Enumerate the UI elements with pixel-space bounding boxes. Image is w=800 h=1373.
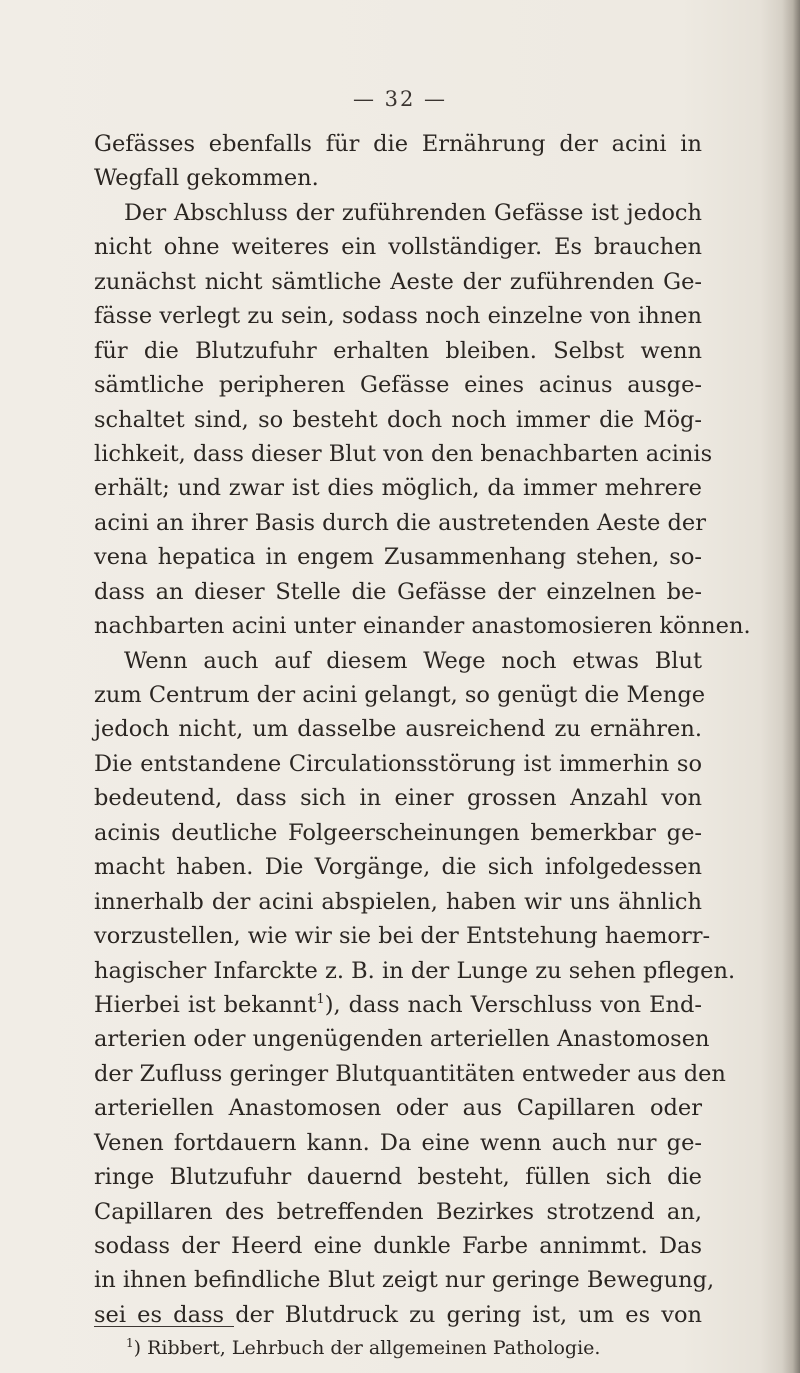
text-line — [94, 196, 702, 230]
text-line-content: zum Centrum der acini gelangt, so genügt die Menge — [94, 682, 706, 708]
text-line-content: sodass der Heerd eine dunkle Farbe annimmt. Das — [94, 1233, 702, 1259]
footnote-text: ) Ribbert, Lehrbuch der allgemeinen Pathologie. — [133, 1337, 601, 1359]
text-line — [94, 334, 702, 368]
text-line-content: lichkeit, dass dieser Blut von den benachbarten acinis — [94, 440, 713, 467]
text-line-content: acinis deutliche Folgeerscheinungen bemerkbar ge- — [94, 819, 702, 846]
text-line-content: Der Abschluss der zuführenden Gefässe ist jedoch — [124, 199, 702, 226]
footnote-mark: 1 — [126, 1336, 134, 1350]
text-line — [94, 1263, 715, 1297]
text-line — [94, 1298, 702, 1332]
text-line-content: Wenn auch auf diesem Wege noch etwas Blut — [124, 647, 702, 674]
text-line-content: arteriellen Anastomosen oder aus Capillaren oder — [94, 1095, 702, 1122]
text-line-content: Gefässes ebenfalls für die Ernährung der acini in — [94, 131, 702, 157]
text-line — [94, 506, 706, 540]
text-line — [94, 161, 702, 195]
text-line — [94, 1057, 726, 1091]
text-line-content: vena hepatica in engem Zusammenhang stehen, so- — [94, 544, 702, 571]
text-line-content: vorzustellen, wie wir sie bei der Entstehung haemorr- — [94, 923, 711, 950]
text-line — [94, 747, 702, 781]
text-line — [94, 781, 702, 815]
text-line-content: zunächst nicht sämtliche Aeste der zuführenden Ge- — [94, 268, 702, 295]
text-line-content: bedeutend, dass sich in einer grossen Anzahl von — [94, 785, 702, 812]
text-line — [94, 988, 702, 1022]
text-line — [94, 299, 702, 333]
footnote-reference: 1 — [316, 991, 325, 1007]
text-line — [94, 403, 702, 437]
text-line-content: arterien oder ungenügenden arteriellen Anastomosen — [94, 1026, 710, 1053]
text-line-content: erhält; und zwar ist dies möglich, da immer mehrere — [94, 475, 702, 502]
page-number: — 32 — — [352, 87, 448, 111]
text-line-content: fässe verlegt zu sein, sodass noch einzelne von ihnen — [94, 303, 702, 330]
text-line-content: Die entstandene Circulationsstörung ist immerhin so — [94, 750, 702, 777]
text-line-content: in ihnen befindliche Blut zeigt nur geringe Bewegung, — [94, 1267, 715, 1294]
text-line-content: Venen fortdauern kann. Da eine wenn auch nur ge- — [94, 1129, 702, 1156]
text-line — [94, 230, 702, 264]
text-line — [94, 437, 713, 471]
text-line-content: hagischer Infarckte z. B. in der Lunge zu sehen pflegen. — [94, 957, 736, 984]
text-line — [94, 678, 706, 712]
text-line — [94, 471, 702, 505]
footnote — [126, 1336, 600, 1360]
text-line — [94, 609, 751, 643]
text-line — [94, 368, 702, 402]
text-line — [94, 885, 702, 919]
text-line-content: innerhalb der acini abspielen, haben wir uns ähnlich — [94, 888, 702, 915]
text-line-content: macht haben. Die Vorgänge, die sich infolgedessen — [94, 854, 702, 881]
text-line — [94, 816, 702, 850]
text-line — [94, 1229, 702, 1263]
text-line-content: schaltet sind, so besteht doch noch immer die Mög- — [94, 406, 702, 433]
text-line-content: ringe Blutzufuhr dauernd besteht, füllen sich die — [94, 1164, 702, 1191]
text-line-content: der Zufluss geringer Blutquantitäten entweder aus den — [94, 1060, 726, 1087]
text-line-content: acini an ihrer Basis durch die austretenden Aeste der — [94, 509, 706, 536]
text-line — [94, 712, 702, 746]
text-line-content: jedoch nicht, um dasselbe ausreichend zu ernähren. — [94, 716, 702, 743]
text-line-content: Capillaren des betreffenden Bezirkes strotzend an, — [94, 1198, 702, 1225]
text-line — [94, 850, 702, 884]
text-line-content: Hierbei ist bekannt — [94, 991, 317, 1018]
text-line — [94, 1195, 702, 1229]
body-text — [94, 127, 751, 1332]
text-line — [94, 1126, 702, 1160]
text-line-content: sei es dass der Blutdruck zu gering ist, um es von — [94, 1301, 702, 1328]
text-line-content: nicht ohne weiteres ein vollständiger. Es brauchen — [94, 234, 702, 261]
text-line — [94, 919, 711, 953]
text-line — [94, 644, 702, 678]
text-line-content: für die Blutzufuhr erhalten bleiben. Selbst wenn — [94, 337, 702, 364]
text-line — [94, 575, 702, 609]
text-line — [94, 540, 702, 574]
text-line — [94, 127, 702, 161]
text-line-content: Wegfall gekommen. — [94, 165, 319, 192]
text-line-content: nachbarten acini unter einander anastomosieren können. — [94, 613, 751, 640]
text-line — [94, 1022, 710, 1056]
text-line — [94, 1091, 702, 1125]
text-line — [94, 265, 702, 299]
text-line — [94, 954, 736, 988]
text-line-continuation: ), dass nach Verschluss von End- — [324, 991, 702, 1018]
page-edge-shadow — [782, 0, 800, 1373]
footnote-rule — [94, 1326, 234, 1327]
text-line — [94, 1160, 702, 1194]
text-line-content: sämtliche peripheren Gefässe eines acinus ausge- — [94, 372, 702, 399]
text-line-content: dass an dieser Stelle die Gefässe der einzelnen be- — [94, 578, 702, 605]
